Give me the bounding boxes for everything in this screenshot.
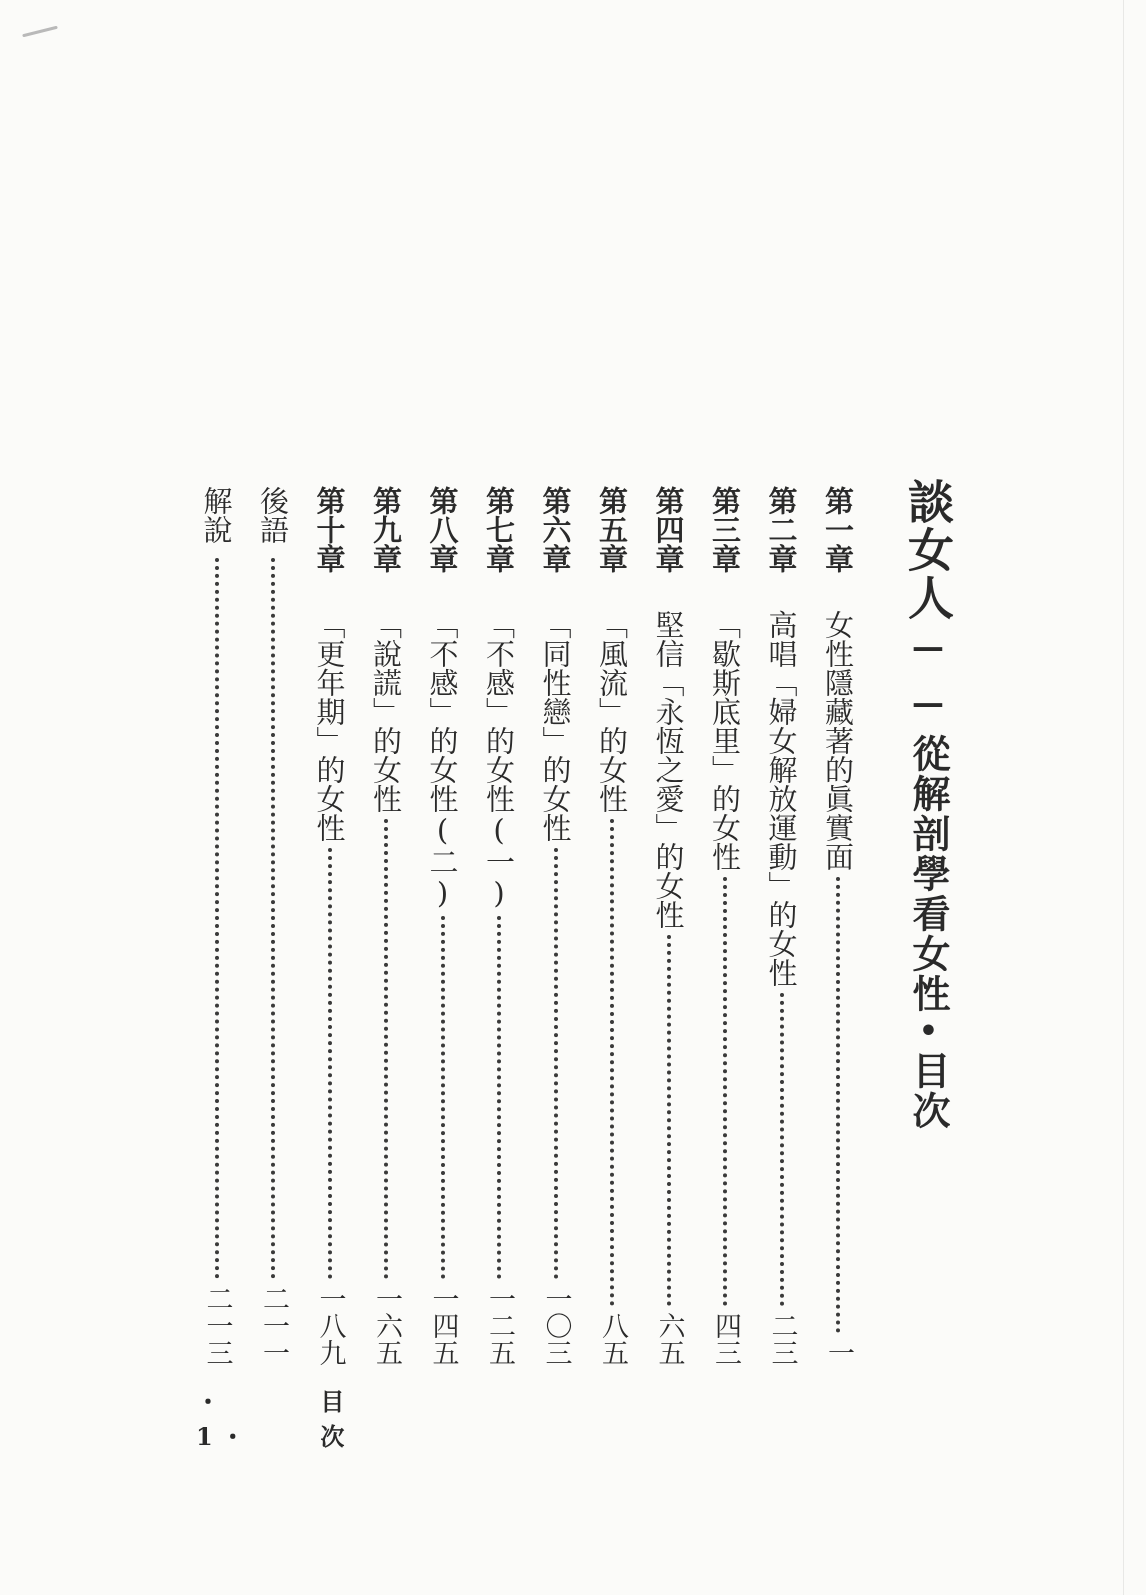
toc-entry-title: 女性隱藏著的眞實面 xyxy=(821,610,855,871)
toc-chapter-label: 第六章 xyxy=(538,486,573,573)
toc-entry-body xyxy=(592,610,632,1366)
dotted-leader xyxy=(215,558,219,1279)
toc-entry[interactable] xyxy=(423,486,463,1366)
page-edge xyxy=(1123,0,1124,1595)
toc-page-number: 二三 xyxy=(766,1312,798,1366)
dotted-leader xyxy=(554,848,558,1279)
toc-entry[interactable] xyxy=(536,486,576,1366)
toc-page-number: 一六五 xyxy=(371,1285,402,1366)
toc-entry-body xyxy=(366,610,406,1366)
toc-entry[interactable] xyxy=(197,486,237,1366)
toc-entry-title: 「同性戀」的女性 xyxy=(538,610,573,842)
toc-entry-title: 高唱「婦女解放運動」的女性 xyxy=(764,610,799,987)
scan-artifact xyxy=(22,26,58,38)
toc-entry-title: 堅信「永恆之愛」的女性 xyxy=(651,610,686,929)
toc-page-number: 一四五 xyxy=(427,1285,459,1366)
toc-entry-body xyxy=(762,610,802,1366)
toc-page-number: 六五 xyxy=(653,1312,685,1366)
toc-entry[interactable] xyxy=(310,486,350,1366)
toc-chapter-label: 解說 xyxy=(199,486,234,544)
dotted-leader xyxy=(780,993,784,1306)
toc-entry-body xyxy=(310,610,350,1366)
toc-entry[interactable] xyxy=(762,486,802,1366)
toc-page-number: 一 xyxy=(823,1339,854,1366)
dotted-leader xyxy=(497,916,501,1279)
toc-entry-body xyxy=(479,610,519,1366)
toc-chapter-label: 第八章 xyxy=(425,486,460,573)
toc-page-number: 一八九 xyxy=(314,1285,346,1366)
page-number: ・1・ xyxy=(196,1387,253,1451)
dotted-leader xyxy=(723,877,727,1306)
toc-entry-title: 「歇斯底里」的女性 xyxy=(708,610,742,871)
toc-entry[interactable] xyxy=(253,486,293,1366)
toc-entry-body xyxy=(536,610,576,1366)
dotted-leader xyxy=(610,819,614,1306)
toc-entry-body xyxy=(705,610,745,1366)
toc-entry-body xyxy=(197,486,237,1366)
title-toc: 目次 xyxy=(906,1051,951,1131)
toc-entry-title: 「風流」的女性 xyxy=(595,610,629,813)
toc-chapter-label: 第四章 xyxy=(651,486,686,573)
dotted-leader xyxy=(836,877,840,1333)
book-title xyxy=(900,478,956,1268)
toc-page-number: 四三 xyxy=(710,1312,741,1366)
toc-entry-title: 「更年期」的女性 xyxy=(312,610,347,842)
toc-entry-body xyxy=(253,486,293,1366)
toc-chapter-label: 第五章 xyxy=(595,486,629,573)
title-dash: ── xyxy=(901,622,955,734)
toc-page-number: 二一一 xyxy=(258,1285,289,1366)
section-label: 目次 xyxy=(320,1387,389,1451)
toc-entry[interactable] xyxy=(818,486,858,1366)
toc-entry-body xyxy=(423,610,463,1366)
toc-entry[interactable] xyxy=(479,486,519,1366)
toc-page-number: 二一三 xyxy=(201,1285,233,1366)
toc-chapter-label: 第三章 xyxy=(708,486,742,573)
dotted-leader xyxy=(384,819,388,1279)
page-footer xyxy=(196,1387,456,1451)
toc-entry[interactable] xyxy=(649,486,689,1366)
toc-chapter-label: 第二章 xyxy=(764,486,799,573)
toc-entry-title: 「說謊」的女性 xyxy=(369,610,403,813)
toc-entry[interactable] xyxy=(592,486,632,1366)
title-main: 談女人 xyxy=(901,478,955,622)
toc-chapter-label: 第十章 xyxy=(312,486,347,573)
toc-entry-body xyxy=(818,610,858,1366)
dotted-leader xyxy=(667,935,671,1306)
toc-entry[interactable] xyxy=(705,486,745,1366)
toc-chapter-label: 第九章 xyxy=(369,486,403,573)
toc-chapter-label: 第一章 xyxy=(821,486,855,573)
toc-entry-body xyxy=(649,610,689,1366)
toc-entry-title: 「不感」的女性(一) xyxy=(482,610,516,910)
toc-chapter-label: 後語 xyxy=(256,486,290,544)
toc-page-number: 一〇三 xyxy=(540,1285,572,1366)
title-dot: • xyxy=(911,1014,946,1051)
toc-entry[interactable] xyxy=(366,486,406,1366)
title-sub: 從解剖學看女性 xyxy=(906,734,951,1014)
dotted-leader xyxy=(328,848,332,1279)
dotted-leader xyxy=(441,916,445,1279)
toc-entry-title: 「不感」的女性(二) xyxy=(425,610,460,910)
dotted-leader xyxy=(271,558,275,1279)
toc-page-number: 一二五 xyxy=(484,1285,515,1366)
toc-page-number: 八五 xyxy=(597,1312,628,1366)
toc-chapter-label: 第七章 xyxy=(482,486,516,573)
